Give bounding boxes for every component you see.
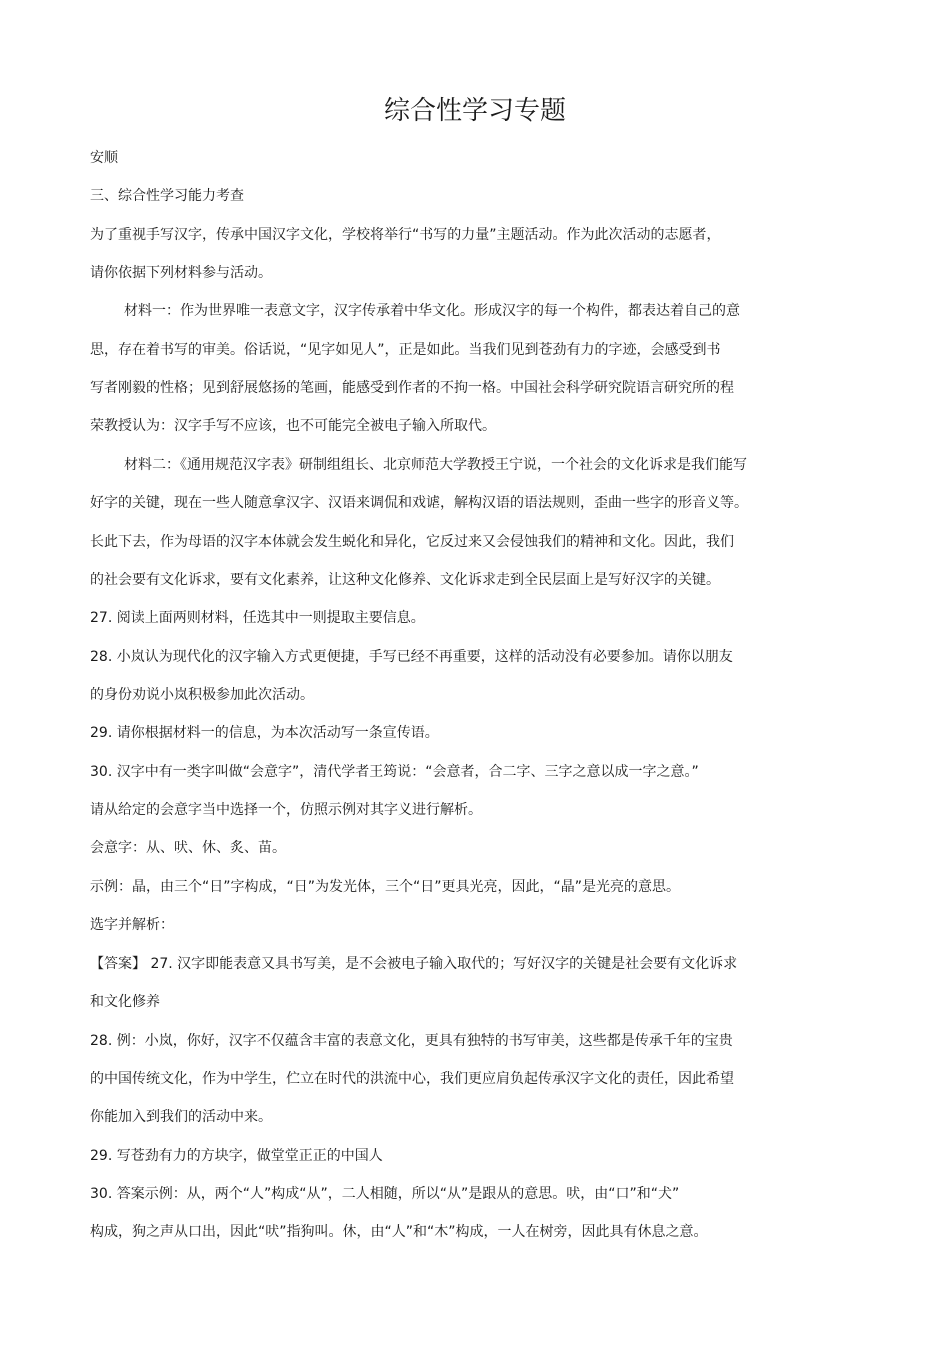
question-29: 29. 请你根据材料一的信息，为本次活动写一条宣传语。	[90, 725, 439, 741]
material-one-line: 思，存在着书写的审美。俗话说，“见字如见人”，正是如此。当我们见到苍劲有力的字迹，会感受到书	[90, 342, 721, 358]
material-two-line: 好字的关键，现在一些人随意拿汉字、汉语来调侃和戏谑，解构汉语的语法规则，歪曲一些字的形音义等。	[90, 495, 748, 511]
answer-prompt: 选字并解析：	[90, 917, 174, 933]
material-one-line: 荣教授认为：汉字手写不应该，也不可能完全被电子输入所取代。	[90, 418, 496, 434]
document-title: 综合性学习专题	[383, 96, 566, 126]
question-30-continued: 请从给定的会意字当中选择一个，仿照示例对其字义进行解析。	[90, 802, 482, 818]
answer-27-continued: 和文化修养	[90, 994, 160, 1010]
answer-28-continued: 你能加入到我们的活动中来。	[90, 1109, 272, 1125]
section-heading: 三、综合性学习能力考查	[90, 188, 244, 204]
material-one-line: 写者刚毅的性格；见到舒展悠扬的笔画，能感受到作者的不拘一格。中国社会科学研究院语言研究所的程	[90, 380, 734, 396]
question-28-continued: 的身份劝说小岚积极参加此次活动。	[90, 687, 314, 703]
question-30: 30. 汉字中有一类字叫做“会意字”，清代学者王筠说：“会意者，合二字、三字之意以成一字之意。”	[90, 764, 699, 780]
author-line: 安顺	[90, 150, 118, 166]
answer-28: 28. 例：小岚，你好，汉字不仅蕴含丰富的表意文化，更具有独特的书写审美，这些都是传承千年的宝贵	[90, 1033, 733, 1049]
answer-27: 【答案】 27. 汉字即能表意又具书写美，是不会被电子输入取代的；写好汉字的关键是社会要有文化诉求	[90, 956, 738, 972]
ideogram-list: 会意字：从、吠、休、炙、苗。	[90, 840, 286, 856]
material-one-line: 材料一：作为世界唯一表意文字，汉字传承着中华文化。形成汉字的每一个构件，都表达着自己的意	[124, 303, 740, 319]
question-27: 27. 阅读上面两则材料，任选其中一则提取主要信息。	[90, 610, 425, 626]
question-28: 28. 小岚认为现代化的汉字输入方式更便捷，手写已经不再重要，这样的活动没有必要参加。请你以朋友	[90, 649, 733, 665]
intro-line: 为了重视手写汉字，传承中国汉字文化，学校将举行“书写的力量”主题活动。作为此次活动的志愿者，	[90, 227, 721, 243]
answer-30-continued: 构成，狗之声从口出，因此“吠”指狗叫。休，由“人”和“木”构成，一人在树旁，因此具有休息之意。	[90, 1224, 708, 1240]
material-two-line: 长此下去，作为母语的汉字本体就会发生蜕化和异化，它反过来又会侵蚀我们的精神和文化。因此，我们	[90, 534, 734, 550]
material-two-line: 材料二：《通用规范汉字表》研制组组长、北京师范大学教授王宁说，一个社会的文化诉求是我们能写	[124, 457, 747, 473]
example-line: 示例：晶，由三个“日”字构成，“日”为发光体，三个“日”更具光亮，因此，“晶”是光亮的意思。	[90, 879, 681, 895]
intro-line: 请你依据下列材料参与活动。	[90, 265, 272, 281]
answer-30: 30. 答案示例：从，两个“人”构成“从”，二人相随，所以“从”是跟从的意思。吠，由“口”和“犬”	[90, 1186, 680, 1202]
answer-29: 29. 写苍劲有力的方块字，做堂堂正正的中国人	[90, 1148, 383, 1164]
material-two-line: 的社会要有文化诉求，要有文化素养，让这种文化修养、文化诉求走到全民层面上是写好汉字的关键。	[90, 572, 720, 588]
answer-28-continued: 的中国传统文化，作为中学生，伫立在时代的洪流中心，我们更应肩负起传承汉字文化的责任，因此希望	[90, 1071, 734, 1087]
